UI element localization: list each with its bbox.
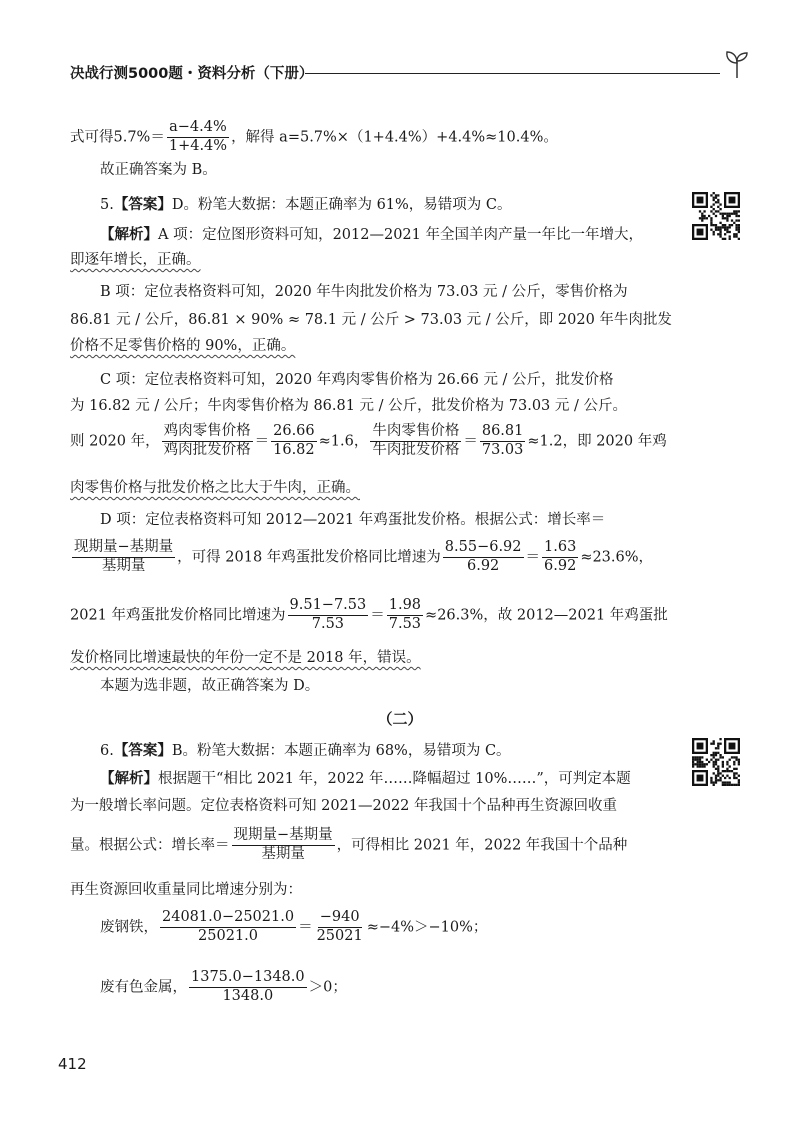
q5-d-line3: 2021 年鸡蛋批发价格同比增速为 $\frac{9.51-7.53}{7.53}$ ＝ $\frac{1.98}{7.53}$ ≈26.3%，故 2012—2021 年鸡蛋批 [70, 597, 668, 632]
q5-c-line4: 肉零售价格与批发价格之比大于牛肉，正确。 [70, 480, 360, 496]
q6-steel-line: 废钢铁， $\frac{24081.0-25021.0}{25021.0}$ ＝ $\frac{-940}{25021}$ ≈−4%＞−10%； [100, 909, 488, 944]
q5-d-line1: D 项：定位表格资料可知 2012—2021 年鸡蛋批发价格。根据公式：增长率＝ [100, 512, 606, 528]
q6-line3: 量。根据公式：增长率＝ $\frac{\text{现期量−基期量}}{\text{基期量}}$ ，可得相比 2021 年，2022 年我国十个品种 [70, 827, 628, 862]
q4-conclusion: 故正确答案为 B。 [100, 162, 217, 178]
c-frac-chicken-values: $\frac{26.66}{16.82}$ [273, 423, 315, 458]
header-title: 决战行测5000题・资料分析（下册） [70, 66, 314, 82]
q5-conclusion: 本题为选非题，故正确答案为 D。 [100, 678, 320, 694]
q5-c-line3: 则 2020 年， $\frac{\text{鸡肉零售价格}}{\text{鸡肉批发价格}}$ ＝ $\frac{26.66}{16.82}$ ≈1.6， $\frac{\text{牛肉零售价格}}{\text{牛肉批发价格}}$ ＝ $\frac{86.81}{73.03}$ ≈1.2，即 2020 年鸡 [70, 423, 667, 458]
q5-c-line1: C 项：定位表格资料可知，2020 年鸡肉零售价格为 26.66 元 / 公斤，批发价格 [100, 372, 614, 388]
q6-line2: 为一般增长率问题。定位表格资料可知 2021—2022 年我国十个品种再生资源回收重 [70, 798, 618, 814]
q6-answer-line: 6.【答案】B。粉笔大数据：本题正确率为 68%，易错项为 C。 [100, 742, 511, 759]
metal-frac: $\frac{1375.0-1348.0}{1348.0}$ [191, 969, 305, 1004]
running-header [70, 62, 750, 86]
header-rule [305, 73, 720, 74]
q5-d-line2: $\frac{\text{现期量−基期量}}{\text{基期量}}$ ，可得 2018 年鸡蛋批发价格同比增速为 $\frac{8.55-6.92}{6.92}$ ＝ $\frac{1.63}{6.92}$ ≈23.6%， [74, 539, 654, 574]
sprout-icon [724, 48, 750, 78]
q6-line4: 再生资源回收重量同比增速分别为： [70, 882, 302, 898]
q5-b-line1: B 项：定位表格资料可知，2020 年牛肉批发价格为 73.03 元 / 公斤，零售价格为 [100, 284, 628, 300]
c-frac-beef-values: $\frac{86.81}{73.03}$ [481, 423, 524, 458]
section-title: （二） [377, 710, 423, 728]
d-growth-formula: $\frac{\text{现期量−基期量}}{\text{基期量}}$ [74, 539, 174, 574]
q6-metal-line: 废有色金属， $\frac{1375.0-1348.0}{1348.0}$ ＞0； [100, 969, 347, 1004]
q6-line1: 【解析】根据题干“相比 2021 年，2022 年……降幅超过 10%……”，可判定本题 [100, 770, 631, 787]
d-frac-2021-simplified: $\frac{1.98}{7.53}$ [388, 597, 422, 632]
q5-c-line2: 为 16.82 元 / 公斤；牛肉零售价格为 86.81 元 / 公斤，批发价格为 73.03 元 / 公斤。 [70, 398, 627, 414]
d-frac-2021: $\frac{9.51-7.53}{7.53}$ [289, 597, 367, 632]
q4-fraction: $\frac{a-4.4\%}{1+4.4\%}$ [168, 119, 228, 154]
d-frac-2018: $\frac{8.55-6.92}{6.92}$ [444, 539, 522, 574]
page-number: 412 [58, 1055, 87, 1073]
q5-a-line2: 即逐年增长，正确。 [70, 252, 201, 268]
steel-frac: $\frac{24081.0-25021.0}{25021.0}$ [162, 909, 295, 944]
q4-rest: ，解得 a=5.7%×（1+4.4%）+4.4%≈10.4%。 [231, 129, 558, 146]
q5-b-line3: 价格不足零售价格的 90%，正确。 [70, 338, 296, 354]
q5-answer-text: D。粉笔大数据：本题正确率为 61%，易错项为 C。 [171, 197, 512, 213]
q4-lead: 式可得5.7%＝ [70, 129, 165, 146]
q5-answer-label: 【答案】 [113, 196, 172, 213]
q4-formula-line [70, 120, 730, 155]
c-frac-chicken-ratio: $\frac{\text{鸡肉零售价格}}{\text{鸡肉批发价格}}$ [163, 423, 251, 458]
q5-b-line2: 86.81 元 / 公斤，86.81 × 90% ≈ 78.1 元 / 公斤 > 73.03 元 / 公斤，即 2020 年牛肉批发 [70, 312, 672, 328]
q5-d-line4: 发价格同比增速最快的年份一定不是 2018 年，错误。 [70, 650, 421, 666]
d-frac-2018-simplified: $\frac{1.63}{6.92}$ [544, 539, 577, 574]
q5-answer-line: 5.【答案】D。粉笔大数据：本题正确率为 61%，易错项为 C。 [100, 196, 512, 213]
q5-a-line1: 【解析】A 项：定位图形资料可知，2012—2021 年全国羊肉产量一年比一年增大， [100, 226, 643, 243]
c-frac-beef-ratio: $\frac{\text{牛肉零售价格}}{\text{牛肉批发价格}}$ [372, 423, 460, 458]
steel-frac-simplified: $\frac{-940}{25021}$ [316, 909, 363, 944]
q6-growth-formula: $\frac{\text{现期量−基期量}}{\text{基期量}}$ [233, 827, 333, 862]
